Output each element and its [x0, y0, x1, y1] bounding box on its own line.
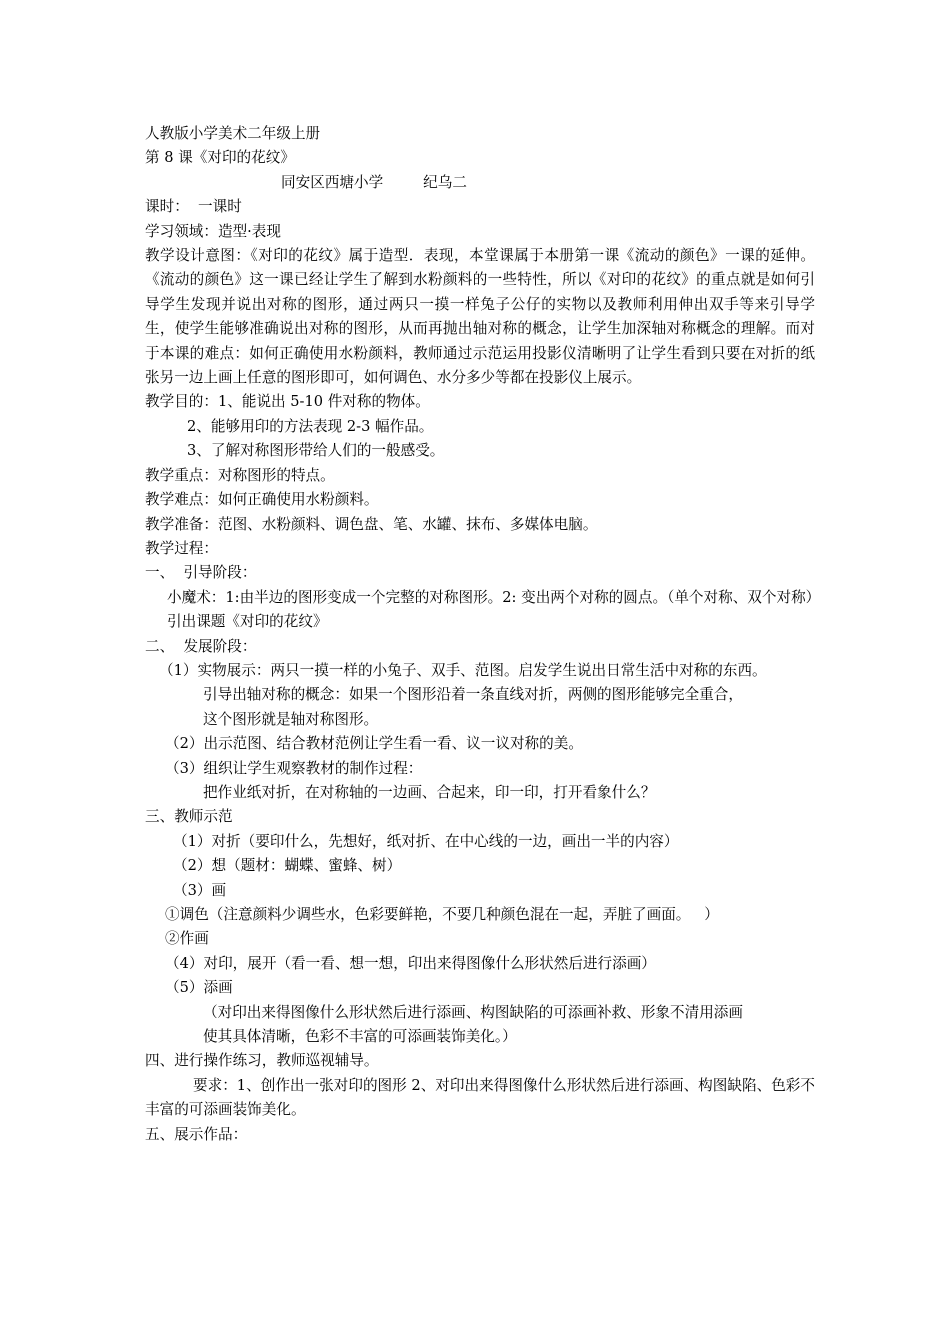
- section-2-item-3-detail: 把作业纸对折，在对称轴的一边画、合起来，印一印，打开看象什么？: [203, 783, 656, 801]
- section-5-title: 五、展示作品：: [145, 1125, 248, 1143]
- difficulty: 教学难点：如何正确使用水粉颜料。: [145, 491, 379, 509]
- section-2-title: 二、 发展阶段：: [145, 637, 257, 655]
- section-2-item-1: （1）实物展示：两只一摸一样的小兔子、双手、范图。启发学生说出日常生活中对称的东西。: [159, 661, 767, 679]
- key-point: 教学重点：对称图形的特点。: [145, 466, 335, 484]
- preparation: 教学准备：范图、水粉颜料、调色盘、笔、水罐、抹布、多媒体电脑。: [145, 515, 598, 533]
- section-3-sub-1: ①调色（注意颜料少调些水，色彩要鲜艳，不要几种颜色混在一起，弄脏了画面。 ）: [165, 906, 719, 923]
- section-2-item-1-concept: 引导出轴对称的概念：如果一个图形沿着一条直线对折，两侧的图形能够完全重合，: [203, 686, 743, 704]
- section-3-item-5-detail-cont: 使其具体清晰，色彩不丰富的可添画装饰美化。）: [203, 1028, 517, 1046]
- learning-field: 学习领域：造型·表现: [145, 222, 281, 240]
- section-3-item-5: （5）添画: [165, 979, 233, 997]
- book-title: 人教版小学美术二年级上册: [145, 125, 321, 142]
- section-2-item-1-concept-cont: 这个图形就是轴对称图形。: [203, 710, 379, 728]
- process-label: 教学过程：: [145, 539, 218, 557]
- section-2-item-2: （2）出示范图、结合教材范例让学生看一看、议一议对称的美。: [165, 735, 583, 753]
- design-intent-paragraph: 教学设计意图：《对印的花纹》属于造型．表现，本堂课属于本册第一课《流动的颜色》一课的延伸。《流动的颜色》这一课已经让学生了解到水粉颜料的一些特性，所以《对印的花纹》的重点就是如何引导学生发现并说出对称的图形，通过两只一摸一样兔子公仔的实物以及教师利用伸出双手等来引导学生，使学生能够准确说出对称的图形，从而再抛出轴对称的概念，让学生加深轴对称概念的理解。而对于本课的难点：如何正确使用水粉颜料，教师通过示范运用投影仪清晰明了让学生看到只要在对折的纸张另一边上画上任意的图形即可，如何调色、水分多少等都在投影仪上展示。: [145, 247, 815, 387]
- school-author-line: [145, 171, 815, 195]
- section-3-item-5-detail: （对印出来得图像什么形状然后进行添画、构图缺陷的可添画补救、形象不清用添画: [203, 1003, 743, 1021]
- document-page: [145, 122, 821, 1147]
- lesson-title: 第 8 课《对印的花纹》: [145, 149, 295, 167]
- section-3-item-3: （3）画: [173, 881, 227, 899]
- author-name: 纪乌二: [423, 173, 467, 191]
- section-2-item-3: （3）组织让学生观察教材的制作过程：: [165, 759, 423, 777]
- section-3-sub-2: ②作画: [165, 930, 209, 948]
- section-1-intro: 引出课题《对印的花纹》: [167, 613, 328, 631]
- goal-1: 教学目的：1、能说出 5-10 件对称的物体。: [145, 393, 430, 411]
- section-4-requirements: 要求：1、创作出一张对印的图形 2、对印出来得图像什么形状然后进行添画、构图缺陷、色彩不丰富的可添画装饰美化。: [145, 1076, 815, 1119]
- goal-2: 2、能够用印的方法表现 2-3 幅作品。: [187, 417, 434, 435]
- section-1-magic: 小魔术：1:由半边的图形变成一个完整的对称图形。2: 变出两个对称的圆点。（单个对称、双个对称）: [167, 588, 821, 606]
- class-hours: 课时： 一课时: [145, 198, 242, 216]
- section-3-title: 三、教师示范: [145, 808, 233, 826]
- section-3-item-1: （1）对折（要印什么，先想好，纸对折、在中心线的一边，画出一半的内容）: [173, 832, 679, 850]
- section-3-item-2: （2）想（题材：蝴蝶、蜜蜂、树）: [173, 857, 402, 875]
- goal-3: 3、了解对称图形带给人们的一般感受。: [187, 442, 445, 460]
- school-name: 同安区西塘小学: [281, 173, 384, 191]
- section-4-title: 四、进行操作练习，教师巡视辅导。: [145, 1052, 379, 1070]
- section-3-item-4: （4）对印，展开（看一看、想一想，印出来得图像什么形状然后进行添画）: [165, 954, 656, 972]
- section-1-title: 一、 引导阶段：: [145, 564, 257, 582]
